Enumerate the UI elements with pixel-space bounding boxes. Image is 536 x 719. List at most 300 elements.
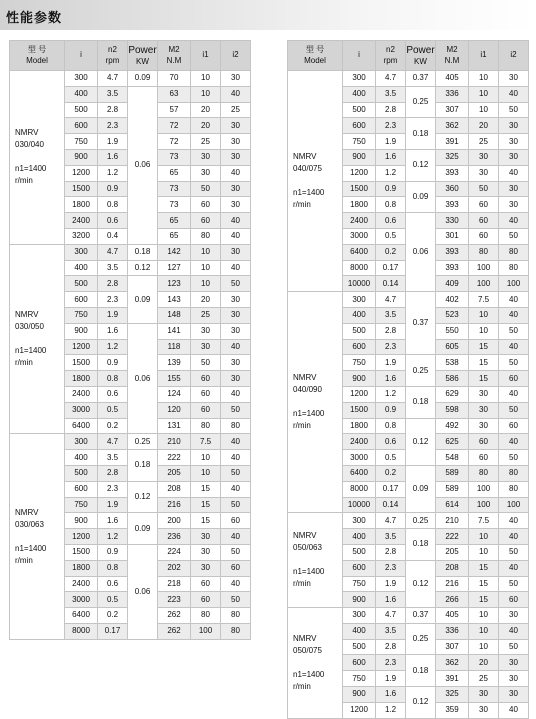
cell-m2: 57 xyxy=(158,102,191,118)
cell-i2: 40 xyxy=(499,434,529,450)
cell-i: 2400 xyxy=(65,576,98,592)
cell-i: 8000 xyxy=(343,481,376,497)
cell-n2: 0.14 xyxy=(376,497,406,513)
cell-n2: 0.6 xyxy=(98,213,128,229)
cell-i2: 30 xyxy=(499,687,529,703)
cell-i1: 10 xyxy=(191,450,221,466)
cell-i2: 40 xyxy=(499,307,529,323)
cell-power: 0.25 xyxy=(406,513,436,529)
cell-m2: 236 xyxy=(158,529,191,545)
cell-n2: 3.5 xyxy=(376,86,406,102)
cell-i1: 15 xyxy=(191,497,221,513)
cell-i: 2400 xyxy=(343,213,376,229)
model-line: r/min xyxy=(15,176,33,186)
cell-i: 750 xyxy=(343,576,376,592)
cell-i2: 100 xyxy=(499,276,529,292)
cell-i2: 50 xyxy=(499,323,529,339)
table-row xyxy=(288,513,529,529)
cell-i1: 60 xyxy=(469,434,499,450)
cell-i1: 15 xyxy=(469,560,499,576)
cell-i2: 60 xyxy=(221,560,251,576)
cell-i1: 10 xyxy=(469,71,499,87)
model-cell xyxy=(288,513,343,608)
model-line: r/min xyxy=(293,421,311,431)
cell-n2: 1.9 xyxy=(98,134,128,150)
cell-i2: 50 xyxy=(221,276,251,292)
cell-n2: 1.6 xyxy=(376,149,406,165)
cell-i2: 40 xyxy=(499,339,529,355)
header-m2: M2 N.M xyxy=(436,41,469,71)
model-line xyxy=(293,175,342,187)
cell-i2: 100 xyxy=(499,497,529,513)
cell-power: 0.09 xyxy=(406,465,436,512)
cell-i2: 50 xyxy=(499,450,529,466)
cell-n2: 0.5 xyxy=(376,450,406,466)
cell-n2: 1.9 xyxy=(376,134,406,150)
spec-table-right xyxy=(287,40,529,719)
cell-i: 1500 xyxy=(65,544,98,560)
cell-m2: 405 xyxy=(436,71,469,87)
model-line xyxy=(293,554,342,566)
cell-i2: 40 xyxy=(499,86,529,102)
cell-i: 10000 xyxy=(343,276,376,292)
cell-i: 900 xyxy=(343,592,376,608)
cell-n2: 0.6 xyxy=(376,434,406,450)
cell-i2: 25 xyxy=(221,102,251,118)
cell-m2: 589 xyxy=(436,465,469,481)
cell-m2: 208 xyxy=(436,560,469,576)
cell-i1: 10 xyxy=(469,86,499,102)
cell-m2: 409 xyxy=(436,276,469,292)
cell-n2: 2.8 xyxy=(98,276,128,292)
cell-i2: 50 xyxy=(499,228,529,244)
cell-i1: 30 xyxy=(191,560,221,576)
cell-i2: 40 xyxy=(499,702,529,718)
cell-i1: 80 xyxy=(191,608,221,624)
cell-i1: 60 xyxy=(191,371,221,387)
cell-m2: 127 xyxy=(158,260,191,276)
cell-n2: 2.3 xyxy=(98,118,128,134)
cell-n2: 4.7 xyxy=(376,292,406,308)
cell-i: 750 xyxy=(343,134,376,150)
cell-power: 0.06 xyxy=(128,544,158,639)
cell-i2: 40 xyxy=(221,228,251,244)
cell-i1: 30 xyxy=(469,687,499,703)
cell-i: 1500 xyxy=(65,181,98,197)
cell-i: 500 xyxy=(343,323,376,339)
cell-power: 0.18 xyxy=(406,655,436,687)
cell-i2: 50 xyxy=(499,544,529,560)
header-i1: i1 xyxy=(191,41,221,71)
cell-m2: 362 xyxy=(436,118,469,134)
cell-n2: 1.6 xyxy=(376,592,406,608)
cell-n2: 0.9 xyxy=(98,544,128,560)
model-line: n1=1400 xyxy=(15,164,47,174)
table-row xyxy=(10,71,251,87)
cell-m2: 216 xyxy=(158,497,191,513)
cell-i1: 7.5 xyxy=(469,513,499,529)
header-row xyxy=(10,41,251,71)
header-i2: i2 xyxy=(499,41,529,71)
cell-i: 2400 xyxy=(65,213,98,229)
cell-n2: 0.5 xyxy=(376,228,406,244)
cell-i1: 60 xyxy=(191,386,221,402)
cell-m2: 586 xyxy=(436,371,469,387)
cell-i: 900 xyxy=(343,149,376,165)
model-line: n1=1400 xyxy=(15,543,47,553)
cell-n2: 1.6 xyxy=(376,371,406,387)
table-row xyxy=(288,608,529,624)
cell-n2: 1.6 xyxy=(98,149,128,165)
cell-i1: 30 xyxy=(191,339,221,355)
cell-n2: 0.17 xyxy=(376,260,406,276)
cell-i2: 60 xyxy=(499,592,529,608)
cell-i1: 80 xyxy=(191,418,221,434)
spec-table-left xyxy=(9,40,251,640)
cell-i1: 50 xyxy=(191,355,221,371)
cell-i: 1800 xyxy=(65,560,98,576)
cell-i: 1200 xyxy=(65,339,98,355)
model-line: NMRV xyxy=(293,531,317,541)
cell-m2: 223 xyxy=(158,592,191,608)
cell-i2: 40 xyxy=(499,292,529,308)
cell-i1: 30 xyxy=(469,402,499,418)
cell-n2: 0.5 xyxy=(98,592,128,608)
cell-i1: 10 xyxy=(469,307,499,323)
model-cell xyxy=(10,244,65,434)
model-line: n1=1400 xyxy=(293,409,325,419)
cell-i1: 30 xyxy=(469,418,499,434)
cell-m2: 360 xyxy=(436,181,469,197)
cell-i2: 50 xyxy=(499,102,529,118)
cell-n2: 2.8 xyxy=(376,102,406,118)
cell-i1: 10 xyxy=(469,623,499,639)
header-model: 型 号 Model xyxy=(10,41,65,71)
cell-i1: 60 xyxy=(191,213,221,229)
cell-m2: 391 xyxy=(436,671,469,687)
cell-m2: 625 xyxy=(436,434,469,450)
cell-m2: 65 xyxy=(158,228,191,244)
cell-n2: 2.3 xyxy=(376,560,406,576)
cell-i2: 40 xyxy=(499,165,529,181)
cell-n2: 2.3 xyxy=(376,655,406,671)
cell-m2: 222 xyxy=(158,450,191,466)
cell-m2: 393 xyxy=(436,197,469,213)
cell-n2: 1.6 xyxy=(98,323,128,339)
cell-i1: 10 xyxy=(469,544,499,560)
cell-i2: 40 xyxy=(221,260,251,276)
cell-n2: 1.9 xyxy=(98,497,128,513)
cell-i: 1500 xyxy=(65,355,98,371)
cell-m2: 336 xyxy=(436,623,469,639)
cell-n2: 0.2 xyxy=(376,244,406,260)
cell-power: 0.09 xyxy=(128,276,158,323)
cell-i2: 30 xyxy=(221,244,251,260)
model-line: NMRV xyxy=(293,633,317,643)
cell-i1: 60 xyxy=(191,402,221,418)
model-line: n1=1400 xyxy=(293,188,325,198)
cell-n2: 3.5 xyxy=(98,450,128,466)
cell-n2: 2.8 xyxy=(376,639,406,655)
cell-i1: 15 xyxy=(469,371,499,387)
cell-i: 750 xyxy=(65,497,98,513)
cell-i1: 10 xyxy=(191,86,221,102)
cell-i1: 60 xyxy=(469,213,499,229)
cell-i: 750 xyxy=(343,355,376,371)
cell-i: 3000 xyxy=(65,402,98,418)
cell-i1: 30 xyxy=(469,386,499,402)
cell-i: 300 xyxy=(65,434,98,450)
cell-i2: 50 xyxy=(499,576,529,592)
cell-m2: 550 xyxy=(436,323,469,339)
cell-i1: 30 xyxy=(191,323,221,339)
cell-i2: 50 xyxy=(221,465,251,481)
cell-m2: 208 xyxy=(158,481,191,497)
cell-i1: 15 xyxy=(469,339,499,355)
model-line xyxy=(15,531,64,543)
cell-i: 1200 xyxy=(65,165,98,181)
cell-i: 2400 xyxy=(65,386,98,402)
cell-power: 0.37 xyxy=(406,71,436,87)
cell-m2: 205 xyxy=(436,544,469,560)
cell-i1: 25 xyxy=(469,134,499,150)
model-line: r/min xyxy=(293,681,311,691)
cell-i: 600 xyxy=(343,118,376,134)
cell-n2: 0.9 xyxy=(98,355,128,371)
cell-i: 600 xyxy=(65,118,98,134)
cell-i: 3200 xyxy=(65,228,98,244)
model-line: r/min xyxy=(15,555,33,565)
model-line: 030/050 xyxy=(15,322,44,332)
table-row xyxy=(288,71,529,87)
cell-i: 300 xyxy=(343,513,376,529)
model-line: NMRV xyxy=(15,128,39,138)
cell-i: 3000 xyxy=(343,228,376,244)
cell-n2: 3.5 xyxy=(376,307,406,323)
cell-i1: 15 xyxy=(469,355,499,371)
cell-n2: 3.5 xyxy=(98,86,128,102)
cell-i2: 30 xyxy=(499,671,529,687)
header-n2: n2 rpm xyxy=(376,41,406,71)
cell-i: 600 xyxy=(65,481,98,497)
cell-i1: 10 xyxy=(469,529,499,545)
cell-m2: 73 xyxy=(158,197,191,213)
cell-i2: 50 xyxy=(221,544,251,560)
cell-i2: 40 xyxy=(499,513,529,529)
table-row xyxy=(10,244,251,260)
cell-i1: 80 xyxy=(469,244,499,260)
cell-i2: 30 xyxy=(221,371,251,387)
cell-i2: 50 xyxy=(221,592,251,608)
model-line: r/min xyxy=(293,200,311,210)
cell-i1: 10 xyxy=(469,608,499,624)
cell-i: 750 xyxy=(65,134,98,150)
cell-m2: 73 xyxy=(158,181,191,197)
cell-m2: 202 xyxy=(158,560,191,576)
cell-i1: 10 xyxy=(191,276,221,292)
cell-n2: 2.8 xyxy=(376,323,406,339)
cell-i1: 30 xyxy=(191,149,221,165)
cell-i2: 40 xyxy=(499,560,529,576)
cell-power: 0.06 xyxy=(406,213,436,292)
cell-i2: 30 xyxy=(221,292,251,308)
cell-i: 1200 xyxy=(343,702,376,718)
cell-i: 1200 xyxy=(65,529,98,545)
cell-power: 0.09 xyxy=(128,71,158,87)
model-line: n1=1400 xyxy=(15,346,47,356)
cell-m2: 200 xyxy=(158,513,191,529)
cell-n2: 1.2 xyxy=(376,386,406,402)
cell-i1: 25 xyxy=(191,307,221,323)
cell-m2: 65 xyxy=(158,213,191,229)
cell-power: 0.06 xyxy=(128,323,158,434)
cell-i: 600 xyxy=(65,292,98,308)
cell-n2: 2.8 xyxy=(98,102,128,118)
cell-i: 3000 xyxy=(343,450,376,466)
cell-i1: 10 xyxy=(469,639,499,655)
cell-m2: 589 xyxy=(436,481,469,497)
cell-i1: 20 xyxy=(191,102,221,118)
cell-i: 6400 xyxy=(343,465,376,481)
cell-i2: 40 xyxy=(221,434,251,450)
cell-i: 300 xyxy=(65,244,98,260)
cell-m2: 205 xyxy=(158,465,191,481)
cell-m2: 210 xyxy=(158,434,191,450)
cell-i1: 15 xyxy=(469,592,499,608)
cell-n2: 1.2 xyxy=(98,339,128,355)
header-i: i xyxy=(343,41,376,71)
cell-i2: 80 xyxy=(499,260,529,276)
cell-i1: 25 xyxy=(469,671,499,687)
model-line: NMRV xyxy=(293,152,317,162)
cell-i: 1200 xyxy=(343,386,376,402)
cell-n2: 0.8 xyxy=(98,560,128,576)
cell-i2: 40 xyxy=(221,213,251,229)
cell-i1: 30 xyxy=(191,544,221,560)
cell-i2: 40 xyxy=(499,529,529,545)
cell-i2: 40 xyxy=(221,86,251,102)
header-i: i xyxy=(65,41,98,71)
cell-n2: 3.5 xyxy=(98,260,128,276)
cell-i1: 100 xyxy=(469,481,499,497)
cell-i: 1500 xyxy=(343,402,376,418)
cell-n2: 1.2 xyxy=(98,529,128,545)
cell-i2: 30 xyxy=(221,197,251,213)
cell-m2: 139 xyxy=(158,355,191,371)
cell-m2: 629 xyxy=(436,386,469,402)
cell-i1: 100 xyxy=(469,276,499,292)
cell-n2: 0.2 xyxy=(98,418,128,434)
header-i2: i2 xyxy=(221,41,251,71)
cell-m2: 120 xyxy=(158,402,191,418)
cell-i2: 60 xyxy=(499,418,529,434)
cell-i2: 30 xyxy=(499,608,529,624)
cell-i2: 50 xyxy=(221,497,251,513)
cell-i2: 30 xyxy=(221,118,251,134)
table-row xyxy=(288,292,529,308)
cell-m2: 336 xyxy=(436,86,469,102)
cell-power: 0.12 xyxy=(128,481,158,513)
cell-i: 6400 xyxy=(65,418,98,434)
cell-n2: 0.17 xyxy=(376,481,406,497)
cell-m2: 216 xyxy=(436,576,469,592)
cell-power: 0.09 xyxy=(128,513,158,545)
cell-i: 900 xyxy=(65,323,98,339)
cell-n2: 3.5 xyxy=(376,529,406,545)
cell-i2: 40 xyxy=(221,339,251,355)
cell-m2: 224 xyxy=(158,544,191,560)
cell-i: 400 xyxy=(343,529,376,545)
cell-n2: 0.9 xyxy=(376,181,406,197)
cell-i2: 80 xyxy=(221,608,251,624)
cell-power: 0.12 xyxy=(128,260,158,276)
cell-i2: 30 xyxy=(221,149,251,165)
cell-i1: 30 xyxy=(469,165,499,181)
cell-n2: 2.3 xyxy=(376,339,406,355)
cell-i1: 15 xyxy=(191,513,221,529)
cell-power: 0.18 xyxy=(406,118,436,150)
cell-n2: 0.9 xyxy=(98,181,128,197)
cell-i1: 100 xyxy=(469,497,499,513)
cell-n2: 0.14 xyxy=(376,276,406,292)
cell-i1: 80 xyxy=(469,465,499,481)
cell-m2: 359 xyxy=(436,702,469,718)
cell-i: 400 xyxy=(65,260,98,276)
cell-power: 0.37 xyxy=(406,608,436,624)
cell-i1: 60 xyxy=(469,197,499,213)
cell-n2: 1.2 xyxy=(376,702,406,718)
header-power: Power KW xyxy=(406,41,436,71)
cell-i2: 40 xyxy=(499,386,529,402)
cell-i1: 25 xyxy=(191,134,221,150)
cell-i1: 7.5 xyxy=(469,292,499,308)
cell-i: 1800 xyxy=(65,197,98,213)
cell-m2: 118 xyxy=(158,339,191,355)
cell-m2: 131 xyxy=(158,418,191,434)
cell-m2: 393 xyxy=(436,260,469,276)
cell-i1: 10 xyxy=(469,102,499,118)
cell-m2: 402 xyxy=(436,292,469,308)
cell-i2: 50 xyxy=(221,402,251,418)
cell-n2: 0.8 xyxy=(98,197,128,213)
model-line: n1=1400 xyxy=(293,669,325,679)
cell-m2: 605 xyxy=(436,339,469,355)
cell-i1: 20 xyxy=(469,655,499,671)
cell-m2: 523 xyxy=(436,307,469,323)
cell-m2: 393 xyxy=(436,165,469,181)
cell-i1: 100 xyxy=(191,623,221,639)
cell-m2: 218 xyxy=(158,576,191,592)
cell-n2: 0.2 xyxy=(376,465,406,481)
cell-i: 1800 xyxy=(65,371,98,387)
cell-m2: 65 xyxy=(158,165,191,181)
header-model: 型 号 Model xyxy=(288,41,343,71)
cell-i: 3000 xyxy=(65,592,98,608)
cell-power: 0.09 xyxy=(406,181,436,213)
cell-i1: 10 xyxy=(191,244,221,260)
cell-i2: 80 xyxy=(221,623,251,639)
cell-m2: 210 xyxy=(436,513,469,529)
cell-i2: 30 xyxy=(499,134,529,150)
cell-i1: 60 xyxy=(191,576,221,592)
cell-i: 6400 xyxy=(65,608,98,624)
model-line: 050/075 xyxy=(293,645,322,655)
cell-i1: 60 xyxy=(469,228,499,244)
cell-m2: 73 xyxy=(158,149,191,165)
cell-n2: 0.6 xyxy=(98,386,128,402)
model-line: r/min xyxy=(293,579,311,589)
cell-n2: 4.7 xyxy=(376,71,406,87)
